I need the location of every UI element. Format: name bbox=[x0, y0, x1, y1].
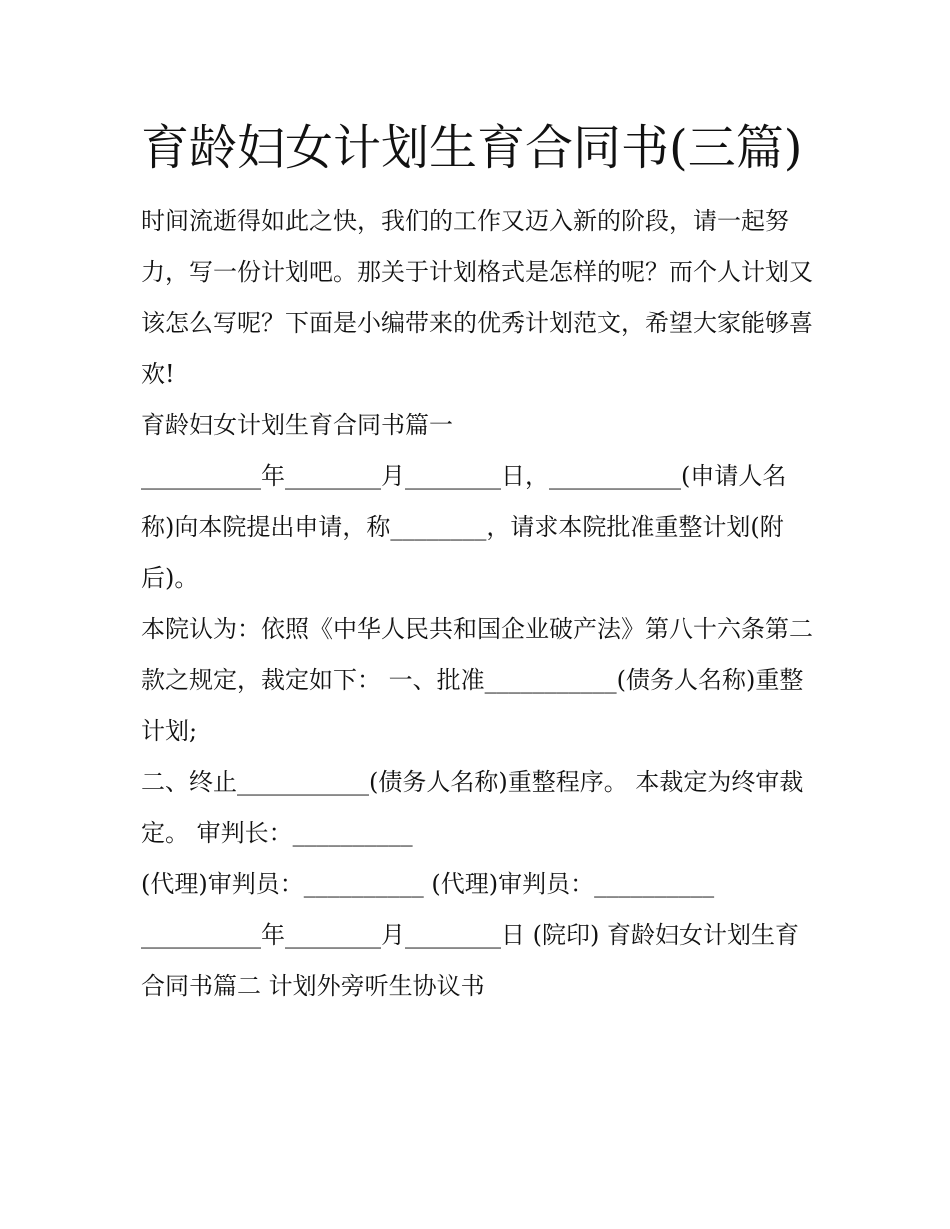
document-page bbox=[141, 110, 813, 1012]
application-paragraph: __________年________月________日，___________(申请人名称)向本院提出申请，称________，请求本院批准重整计划(附后)。 bbox=[141, 462, 787, 592]
termination-paragraph: 二、终止___________(债务人名称)重整程序。 本裁定为终审裁定。 审判长：__________ bbox=[141, 768, 804, 847]
date-seal-paragraph: __________年________月________日 (院印) 育龄妇女计划生育合同书篇二 计划外旁听生协议书 bbox=[141, 921, 799, 1000]
document-title: 育龄妇女计划生育合同书(三篇) bbox=[141, 120, 803, 176]
ruling-paragraph: 本院认为：依照《中华人民共和国企业破产法》第八十六条第二款之规定，裁定如下： 一、批准___________(债务人名称)重整计划; bbox=[141, 615, 813, 745]
judges-line: (代理)审判员：__________ (代理)审判员：__________ bbox=[141, 870, 715, 898]
intro-paragraph: 时间流逝得如此之快，我们的工作又迈入新的阶段，请一起努力，写一份计划吧。那关于计划格式是怎样的呢？而个人计划又该怎么写呢？下面是小编带来的优秀计划范文，希望大家能够喜欢! bbox=[141, 207, 813, 388]
section-heading-1: 育龄妇女计划生育合同书篇一 bbox=[141, 411, 453, 439]
